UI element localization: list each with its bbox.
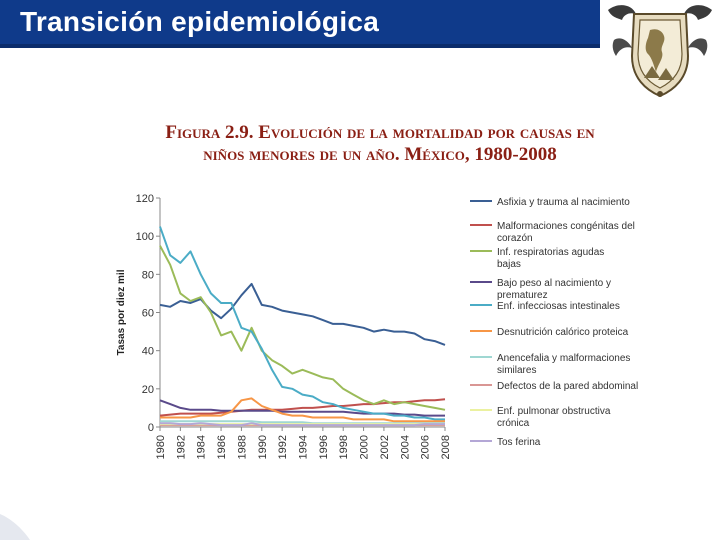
x-tick-label: 1982 bbox=[175, 435, 188, 460]
logo bbox=[600, 0, 720, 100]
x-tick-label: 2006 bbox=[419, 435, 432, 460]
x-tick-label: 2002 bbox=[378, 435, 391, 460]
legend-label: Malformaciones congénitas del bbox=[497, 221, 635, 232]
y-tick-label: 20 bbox=[141, 383, 154, 396]
legend-label: similares bbox=[497, 365, 537, 376]
x-tick-label: 1998 bbox=[338, 435, 351, 460]
y-tick-label: 100 bbox=[135, 231, 154, 244]
x-tick-label: 2000 bbox=[358, 435, 371, 460]
legend-label: Enf. pulmonar obstructiva bbox=[497, 406, 611, 417]
figure-caption bbox=[100, 122, 660, 166]
y-tick-label: 0 bbox=[147, 422, 154, 434]
x-tick-label: 1980 bbox=[155, 435, 167, 460]
x-tick-label: 1994 bbox=[297, 435, 310, 460]
x-tick-label: 1992 bbox=[277, 435, 290, 460]
legend-label: Anencefalia y malformaciones bbox=[497, 353, 631, 364]
corner-decoration bbox=[0, 500, 40, 540]
legend-label: corazón bbox=[497, 233, 533, 244]
unam-shield-icon bbox=[600, 0, 720, 100]
x-tick-label: 1990 bbox=[256, 435, 269, 460]
x-tick-label: 2004 bbox=[399, 435, 412, 460]
mortality-line-chart bbox=[100, 185, 660, 475]
x-tick-label: 1996 bbox=[317, 435, 330, 460]
x-tick-label: 1984 bbox=[195, 435, 208, 460]
legend-label: crónica bbox=[497, 418, 530, 429]
y-tick-label: 40 bbox=[141, 345, 154, 358]
series-line bbox=[160, 246, 445, 410]
series-line bbox=[160, 284, 445, 345]
y-tick-label: 120 bbox=[135, 193, 154, 205]
legend-label: Defectos de la pared abdominal bbox=[497, 381, 639, 392]
figure-caption-line2: niños menores de un año. México, 1980-2008 bbox=[203, 144, 557, 165]
figure-caption-line1: Figura 2.9. Evolución de la mortalidad por causas en bbox=[165, 122, 595, 143]
legend-label: Desnutrición calórico proteica bbox=[497, 327, 629, 338]
slide-title: Transición epidemiológica bbox=[20, 6, 380, 37]
legend-label: Asfixia y trauma al nacimiento bbox=[497, 197, 630, 208]
legend-label: Inf. respiratorias agudas bbox=[497, 247, 605, 258]
x-tick-label: 1986 bbox=[216, 435, 229, 460]
y-tick-label: 80 bbox=[141, 269, 154, 282]
y-axis-label: Tasas por diez mil bbox=[116, 269, 127, 356]
legend-label: Tos ferina bbox=[497, 437, 541, 448]
legend-label: Enf. infecciosas intestinales bbox=[497, 301, 620, 312]
legend-label: bajas bbox=[497, 259, 521, 270]
legend-label: prematurez bbox=[497, 290, 548, 301]
series-line bbox=[160, 227, 445, 420]
legend-label: Bajo peso al nacimiento y bbox=[497, 278, 611, 289]
x-tick-label: 1988 bbox=[236, 435, 249, 460]
x-tick-label: 2008 bbox=[440, 435, 452, 460]
y-tick-label: 60 bbox=[141, 307, 154, 320]
